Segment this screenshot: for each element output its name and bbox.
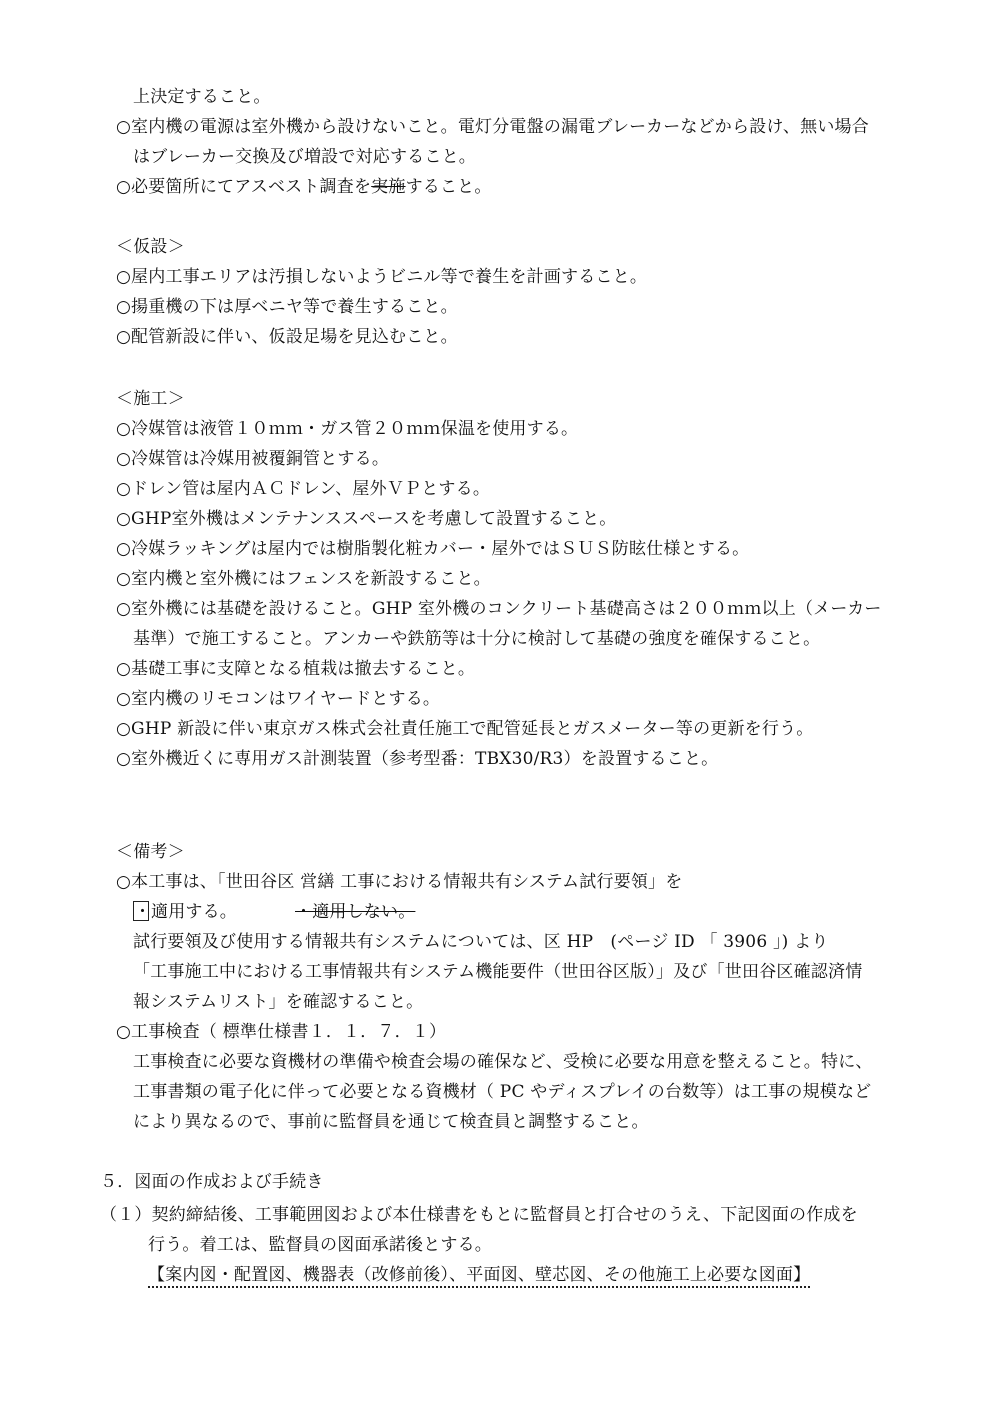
text-line: により異なるので、事前に監督員を通じて検査員と調整すること。 xyxy=(133,1112,649,1132)
text-line: はブレーカー交換及び増設で対応すること。 xyxy=(133,147,476,167)
text-line: 工事検査に必要な資機材の準備や検査会場の確保など、受検に必要な用意を整えること。特に、 xyxy=(133,1052,873,1072)
text-line: ○冷媒ラッキングは屋内では樹脂製化粧カバー・屋外ではＳＵＳ防眩仕様とする。 xyxy=(116,539,750,559)
text-line: ○基礎工事に支障となる植栽は撤去すること。 xyxy=(116,659,476,679)
underlined-text: 【案内図・配置図、機器表（改修前後）、平面図、壁芯図、その他施工上必要な図面】 xyxy=(148,1265,810,1288)
apply-options-line xyxy=(133,901,415,923)
text-span: ○必要箇所にてアスベスト調査を xyxy=(116,177,372,197)
struck-text: 実施 xyxy=(371,177,406,197)
selected-option-box: ・ xyxy=(134,902,152,922)
text-line: 工事書類の電子化に伴って必要となる資機材（ PC やディスプレイの台数等）は工事の規模など xyxy=(133,1082,872,1102)
section-title-drawings: ５．図面の作成および手続き xyxy=(100,1172,324,1192)
text-line: ○冷媒管は冷媒用被覆銅管とする。 xyxy=(116,449,390,469)
text-line: ○配管新設に伴い、仮設足場を見込むこと。 xyxy=(116,327,458,347)
text-line: 試行要領及び使用する情報共有システムについては、区 HP (ページ ID 「 3906 」) より xyxy=(133,932,829,952)
text-line: ○ドレン管は屋内ＡＣドレン、屋外ＶＰとする。 xyxy=(116,479,491,499)
section-heading-remarks: ＜備考＞ xyxy=(116,842,185,862)
text-line: ○揚重機の下は厚ベニヤ等で養生すること。 xyxy=(116,297,458,317)
text-line: ○本工事は、「世田谷区 営繕 工事における情報共有システム試行要領」を xyxy=(116,872,683,892)
text-line: ○室内機の電源は室外機から設けないこと。電灯分電盤の漏電ブレーカーなどから設け、無い場合 xyxy=(116,117,869,137)
text-line: 基準）で施工すること。アンカーや鉄筋等は十分に検討して基礎の強度を確保すること。 xyxy=(133,629,821,649)
text-line: ○屋内工事エリアは汚損しないようビニル等で養生を計画すること。 xyxy=(116,267,648,287)
text-span: すること。 xyxy=(405,177,492,197)
text-line: 行う。着工は、監督員の図面承諾後とする。 xyxy=(148,1235,492,1255)
text-line: ○室外機には基礎を設けること。GHP 室外機のコンクリート基礎高さは２００ｍｍ以上（メーカー xyxy=(116,599,882,619)
text-line: ○GHP 新設に伴い東京ガス株式会社責任施工で配管延長とガスメーター等の更新を行う。 xyxy=(116,719,814,739)
text-line: ○工事検査（ 標準仕様書１．１．７．１） xyxy=(116,1022,447,1042)
text-line: 上決定すること。 xyxy=(133,87,271,107)
section-heading-temporary: ＜仮設＞ xyxy=(116,237,185,257)
text-line: （１）契約締結後、工事範囲図および本仕様書をもとに監督員と打合せのうえ、下記図面の作成を xyxy=(100,1205,858,1225)
text-line: ○室内機と室外機にはフェンスを新設すること。 xyxy=(116,569,491,589)
text-line: ○室内機のリモコンはワイヤードとする。 xyxy=(116,689,441,709)
apply-option-label: 適用する。 xyxy=(151,902,237,922)
text-line: ○GHP室外機はメンテナンススペースを考慮して設置すること。 xyxy=(116,509,617,529)
text-line: ○室外機近くに専用ガス計測装置（参考型番：TBX30/R3）を設置すること。 xyxy=(116,749,719,769)
text-line: 「工事施工中における工事情報共有システム機能要件（世田谷区版）」及び「世田谷区確認済情 xyxy=(133,962,863,982)
required-drawings-list xyxy=(148,1264,810,1286)
text-line xyxy=(116,176,492,198)
not-apply-option-label: ・適用しない。 xyxy=(295,902,416,922)
text-line: 報システムリスト」を確認すること。 xyxy=(133,992,424,1012)
text-line: ○冷媒管は液管１０ｍｍ・ガス管２０ｍｍ保温を使用する。 xyxy=(116,419,579,439)
section-heading-construction: ＜施工＞ xyxy=(116,389,185,409)
